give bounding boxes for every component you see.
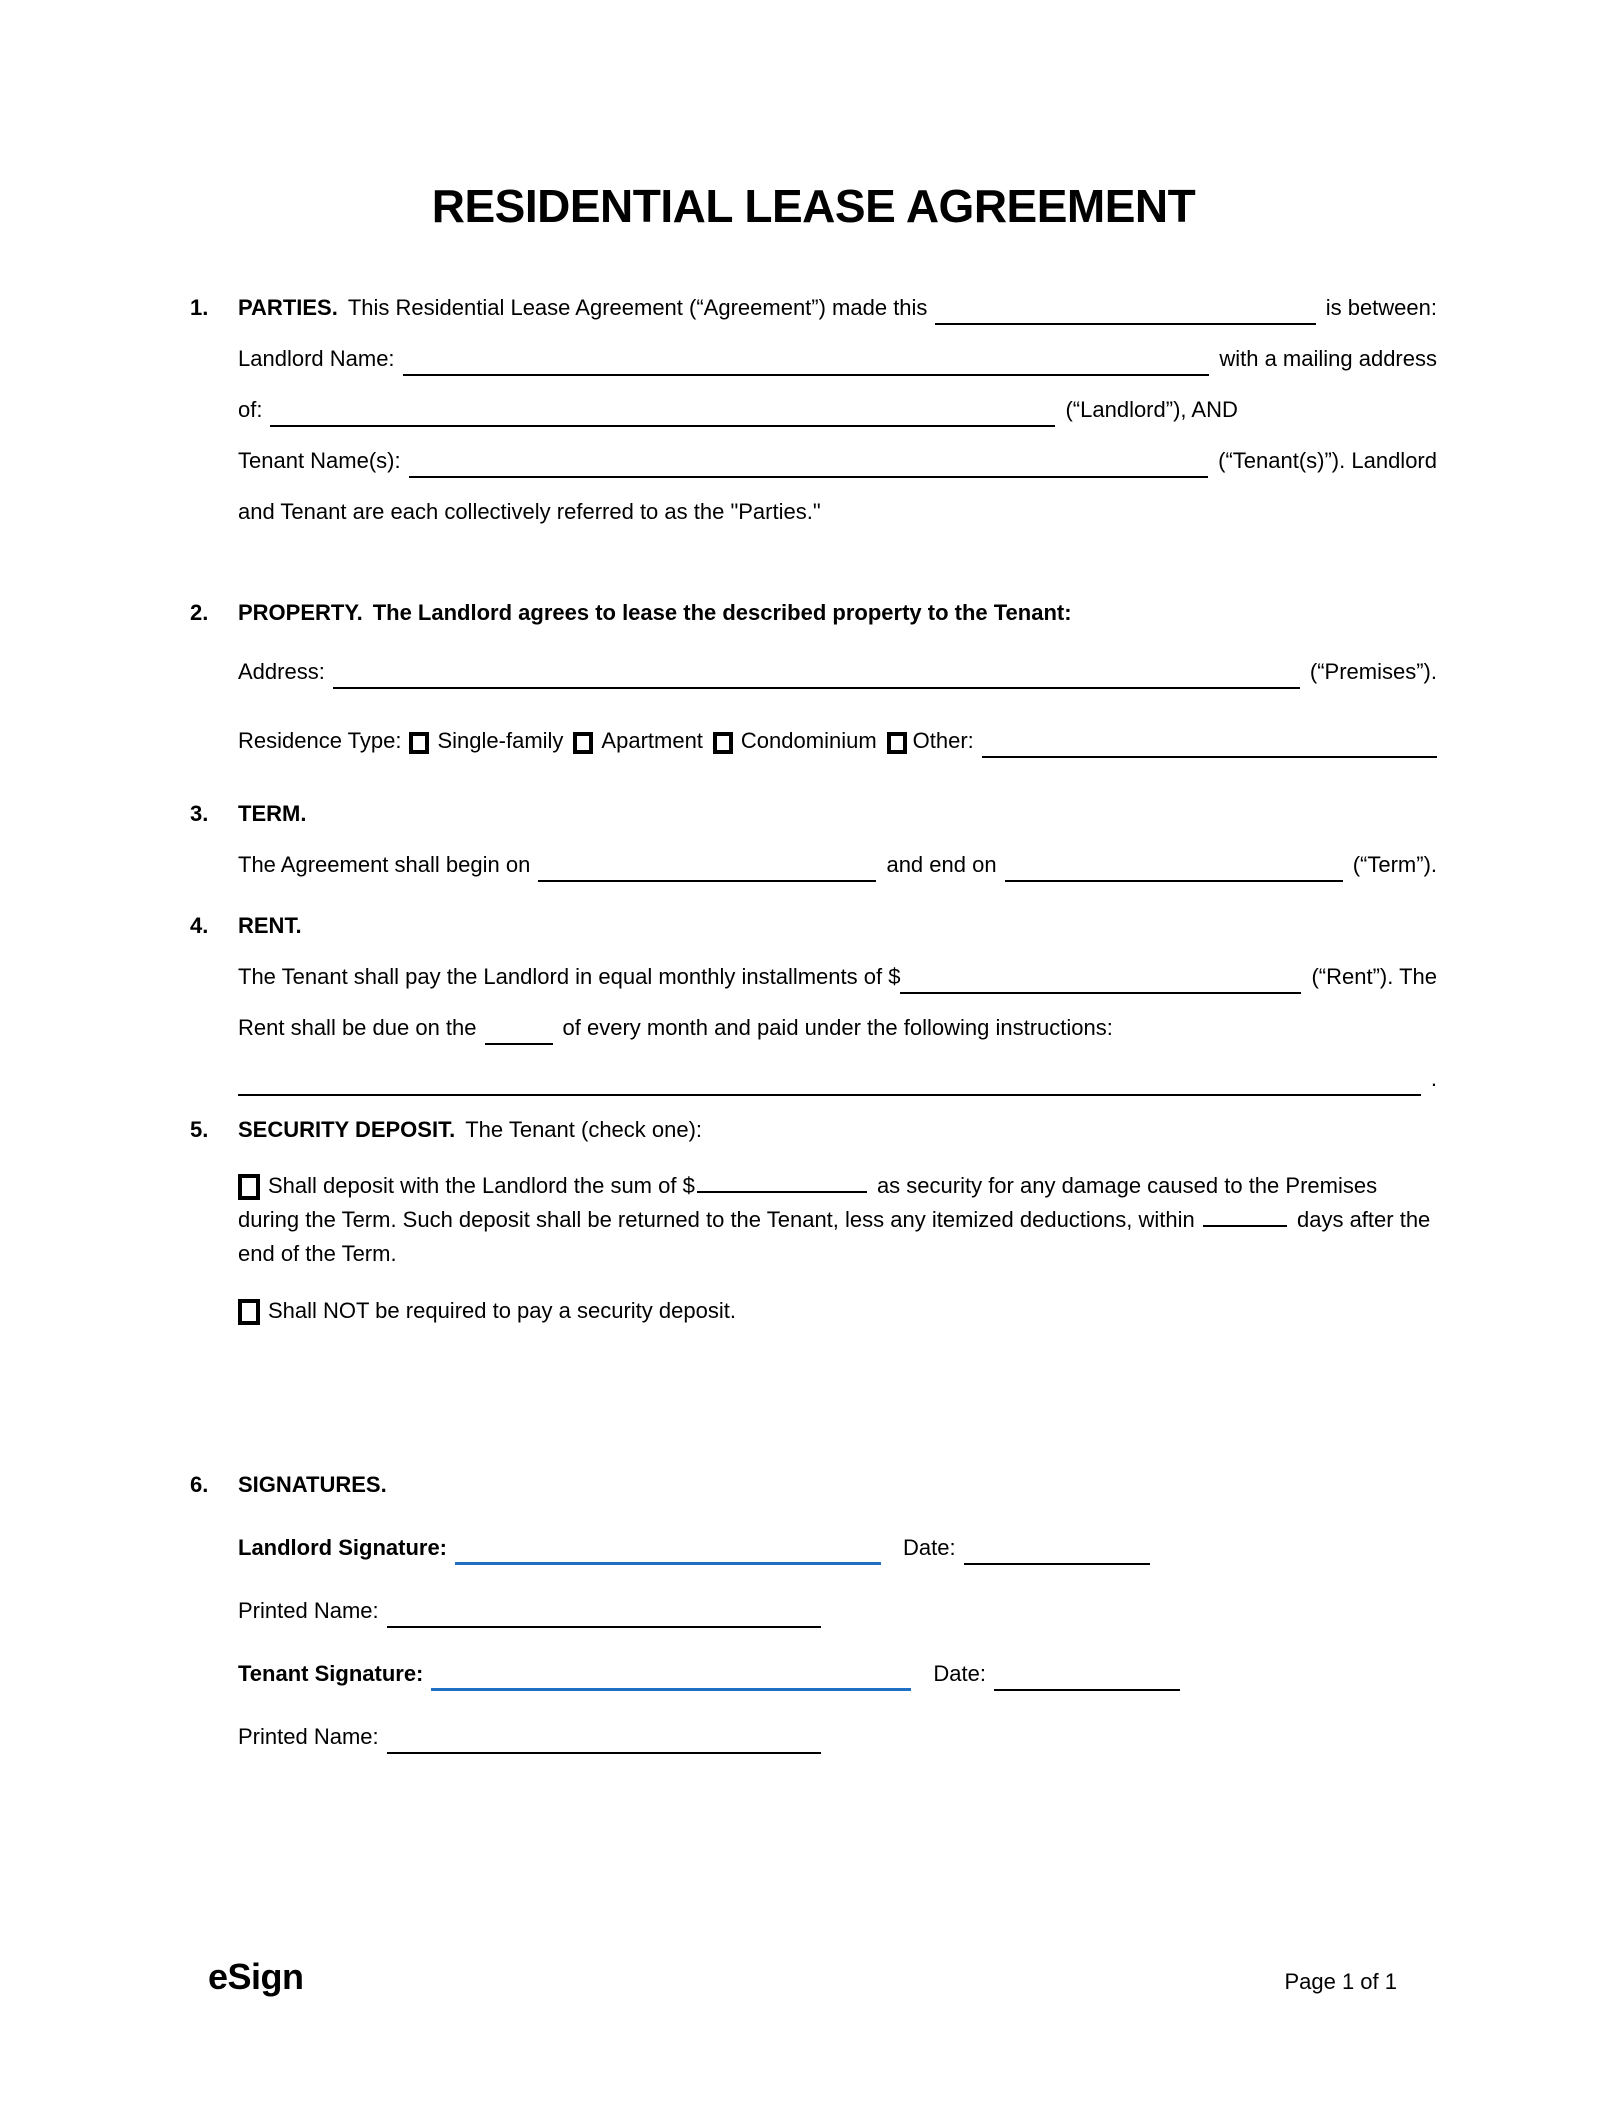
section-parties-heading: PARTIES. xyxy=(238,295,338,320)
address-label: Address: xyxy=(238,659,325,684)
tenant-name-blank[interactable] xyxy=(409,448,1209,478)
section-security-heading: SECURITY DEPOSIT. xyxy=(238,1117,456,1142)
landlord-printed-name-blank[interactable] xyxy=(387,1598,821,1628)
tenant-signature-label: Tenant Signature: xyxy=(238,1661,424,1686)
landlord-name-tail: with a mailing address xyxy=(1219,346,1437,371)
tenant-date-label: Date: xyxy=(933,1661,986,1686)
residence-type-label: Residence Type: xyxy=(238,728,402,753)
other-label: Other: xyxy=(912,728,974,753)
rent-due-day-blank[interactable] xyxy=(485,1015,553,1045)
landlord-name-label: Landlord Name: xyxy=(238,346,395,371)
mailing-address-label: of: xyxy=(238,397,263,422)
section-signatures-number: 6. xyxy=(190,1472,209,1497)
deposit-option-text-before: Shall deposit with the Landlord the sum of $ xyxy=(268,1173,695,1198)
tenant-date-blank[interactable] xyxy=(994,1661,1180,1691)
section-parties-number: 1. xyxy=(190,295,209,320)
apartment-checkbox[interactable] xyxy=(573,732,593,754)
tenant-printed-name-blank[interactable] xyxy=(387,1724,821,1754)
condominium-checkbox[interactable] xyxy=(713,732,733,754)
deposit-option-text-after: days after the end of the Term. xyxy=(238,1207,1431,1266)
section-security-deposit xyxy=(190,1104,1437,1331)
landlord-date-label: Date: xyxy=(903,1535,956,1560)
section-term xyxy=(190,788,1437,890)
payment-instructions-blank[interactable] xyxy=(238,1066,1421,1096)
mailing-address-blank[interactable] xyxy=(270,397,1055,427)
mailing-address-tail: (“Landlord”), AND xyxy=(1065,397,1238,422)
tenant-name-tail: (“Tenant(s)”). Landlord xyxy=(1218,448,1437,473)
property-lead-text: The Landlord agrees to lease the described property to the Tenant: xyxy=(372,600,1072,625)
parties-intro-text: This Residential Lease Agreement (“Agreement”) made this xyxy=(347,295,928,320)
term-start-date-blank[interactable] xyxy=(538,852,876,882)
single-family-checkbox[interactable] xyxy=(409,732,429,754)
section-signatures xyxy=(190,1459,1437,1762)
section-rent-heading: RENT. xyxy=(238,913,302,938)
deposit-option-text-middle: as security for any damage caused to the Premises during the Term. Such deposit shall be returned to the Tenant, less any itemized deductions, within xyxy=(238,1173,1378,1232)
section-security-number: 5. xyxy=(190,1117,209,1142)
landlord-signature-label: Landlord Signature: xyxy=(238,1535,447,1560)
page-footer xyxy=(208,1956,1397,1998)
instructions-period: . xyxy=(1430,1066,1437,1091)
landlord-printed-name-label: Printed Name: xyxy=(238,1598,379,1623)
security-lead-text: The Tenant (check one): xyxy=(465,1117,703,1142)
no-deposit-checkbox[interactable] xyxy=(238,1299,260,1325)
deposit-required-checkbox[interactable] xyxy=(238,1174,260,1200)
address-tail: (“Premises”). xyxy=(1309,659,1437,684)
parties-closing-text: and Tenant are each collectively referred to as the "Parties." xyxy=(238,499,821,524)
section-term-number: 3. xyxy=(190,801,209,826)
section-term-heading: TERM. xyxy=(238,801,307,826)
term-begin-text: The Agreement shall begin on xyxy=(238,852,531,877)
apartment-label: Apartment xyxy=(601,728,703,753)
esign-logo: eSign xyxy=(208,1956,304,1997)
landlord-name-blank[interactable] xyxy=(403,346,1210,376)
section-rent xyxy=(190,900,1437,1104)
term-end-date-blank[interactable] xyxy=(1005,852,1343,882)
section-signatures-heading: SIGNATURES. xyxy=(238,1472,387,1497)
landlord-signature-blank[interactable] xyxy=(455,1535,881,1565)
single-family-label: Single-family xyxy=(437,728,564,753)
rent-due-text: Rent shall be due on the xyxy=(238,1015,477,1040)
tenant-printed-name-label: Printed Name: xyxy=(238,1724,379,1749)
rent-amount-tail: (“Rent”). The xyxy=(1311,964,1437,989)
tenant-signature-blank[interactable] xyxy=(431,1661,911,1691)
section-property-heading: PROPERTY. xyxy=(238,600,363,625)
rent-amount-blank[interactable] xyxy=(900,964,1301,994)
no-deposit-text: Shall NOT be required to pay a security deposit. xyxy=(268,1298,736,1323)
term-middle-text: and end on xyxy=(886,852,997,877)
other-checkbox[interactable] xyxy=(887,732,907,754)
deposit-amount-blank[interactable] xyxy=(697,1169,867,1193)
made-this-date-blank[interactable] xyxy=(935,295,1315,325)
deposit-required-option xyxy=(238,1169,1437,1271)
section-rent-number: 4. xyxy=(190,913,209,938)
term-end-text: (“Term”). xyxy=(1352,852,1438,877)
address-blank[interactable] xyxy=(333,659,1300,689)
parties-intro-tail: is between: xyxy=(1325,295,1437,320)
landlord-date-blank[interactable] xyxy=(964,1535,1150,1565)
section-property-number: 2. xyxy=(190,600,209,625)
deposit-return-days-blank[interactable] xyxy=(1203,1203,1287,1227)
section-parties xyxy=(190,282,1437,537)
other-blank[interactable] xyxy=(982,728,1437,758)
rent-amount-text: The Tenant shall pay the Landlord in equal monthly installments of $ xyxy=(238,964,901,989)
document-title: RESIDENTIAL LEASE AGREEMENT xyxy=(431,180,1196,232)
tenant-name-label: Tenant Name(s): xyxy=(238,448,401,473)
no-deposit-option xyxy=(238,1291,1437,1331)
section-property xyxy=(190,587,1437,766)
condominium-label: Condominium xyxy=(740,728,877,753)
page-number-label: Page 1 of 1 xyxy=(1284,1969,1397,1994)
rent-due-tail: of every month and paid under the following instructions: xyxy=(562,1015,1113,1040)
